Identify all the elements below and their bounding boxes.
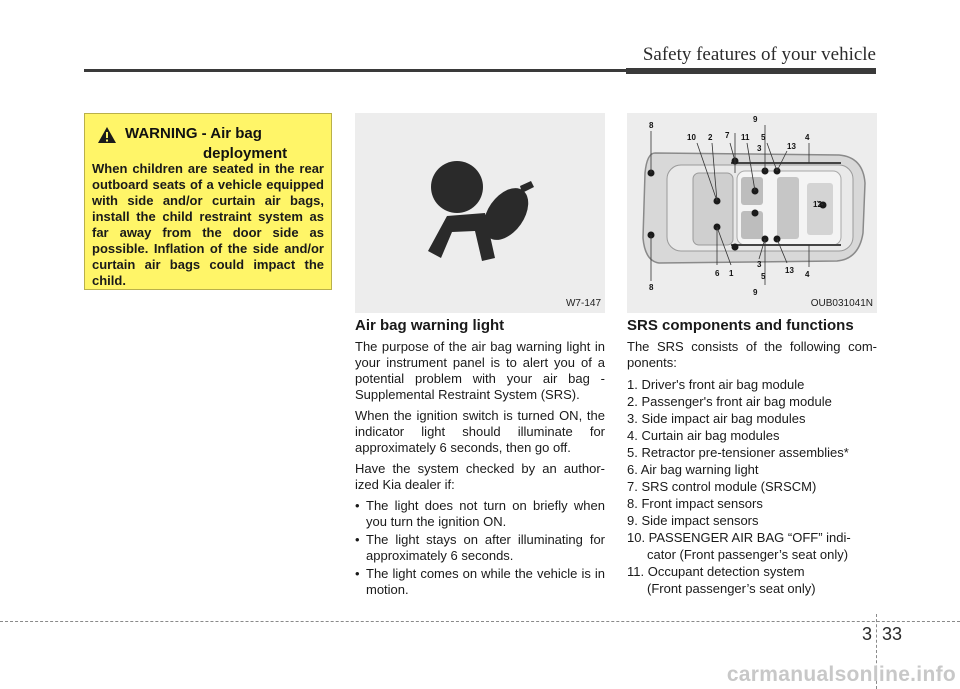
- component-list: [627, 376, 877, 597]
- warning-subtitle: deployment: [203, 145, 288, 162]
- list-item: 6. Air bag warning light: [627, 462, 759, 477]
- list-item: • The light stays on after illuminating for approximately 6 seconds.: [355, 532, 605, 563]
- callout-label: 12: [813, 200, 822, 209]
- callout-label: 5: [761, 272, 766, 281]
- airbag-warning-section: [355, 315, 605, 600]
- list-item: 11. Occupant detection system (Front passenger’s seat only): [627, 564, 816, 596]
- page-header-title: Safety features of your vehicle: [642, 44, 876, 65]
- callout-label: 13: [787, 142, 796, 151]
- section-title: SRS components and functions: [627, 317, 854, 334]
- sensor-dot: [752, 210, 759, 217]
- warning-triangle-icon: [97, 126, 117, 144]
- list-item: • The light comes on while the vehicle is in motion.: [355, 566, 605, 597]
- page-number: 33: [881, 624, 902, 644]
- figure-code: W7-147: [565, 298, 601, 309]
- airbag-light-figure: [355, 113, 605, 313]
- callout-label: 7: [725, 131, 730, 140]
- list-item: 4. Curtain air bag modules: [627, 428, 780, 443]
- callout-label: 6: [715, 269, 720, 278]
- srs-components-section: [627, 315, 877, 597]
- callout-label: 9: [753, 115, 758, 124]
- list-item: 1. Driver's front air bag module: [627, 377, 805, 392]
- callout-label: 8: [649, 283, 654, 292]
- watermark: carmanualsonline.info: [726, 663, 956, 686]
- callout-label: 2: [708, 133, 713, 142]
- list-item: 9. Side impact sensors: [627, 513, 759, 528]
- callout-label: 5: [761, 133, 766, 142]
- callout-label: 9: [753, 288, 758, 297]
- car-diagram: [627, 113, 877, 313]
- callout-label: 8: [649, 121, 654, 130]
- list-item: 3. Side impact air bag modules: [627, 411, 806, 426]
- callout-label: 3: [757, 260, 762, 269]
- figure-code: OUB031041N: [810, 298, 873, 309]
- warning-title: WARNING - Air bag: [125, 125, 262, 142]
- list-item: 8. Front impact sensors: [627, 496, 763, 511]
- list-item: 10. PASSENGER AIR BAG “OFF” indi- cator (Front passenger’s seat only): [627, 530, 851, 562]
- sensor-dot: [732, 244, 739, 251]
- paragraph: When the ignition switch is turned ON, the indicator light should illuminate for approximately 6 seconds, then go off.: [355, 408, 605, 455]
- list-item: 2. Passenger's front air bag module: [627, 394, 832, 409]
- warning-body: When children are seated in the rear outboard seats of a vehicle equipped with side and/or curtain air bags, install the child restraint system as far away from the door side as possible. Inflation of the side and/or curtain air bags could impact the child.: [92, 161, 324, 288]
- paragraph: The SRS consists of the following com-ponents:: [627, 339, 877, 370]
- footer-rule: [0, 621, 960, 622]
- callout-label: 3: [757, 144, 762, 153]
- list-item: 7. SRS control module (SRSCM): [627, 479, 817, 494]
- header-rule-accent: [626, 68, 876, 74]
- paragraph: The purpose of the air bag warning light in your instrument panel is to alert you of a potential problem with your air bag - Supplemental Restraint System (SRS).: [355, 339, 605, 402]
- airbag-warning-icon: [355, 113, 605, 313]
- callout-label: 11: [741, 133, 750, 142]
- list-item: 5. Retractor pre-tensioner assemblies*: [627, 445, 849, 460]
- bullet-list: [355, 498, 605, 598]
- warning-box: [84, 113, 332, 290]
- callout-label: 4: [805, 133, 810, 142]
- paragraph: Have the system checked by an author-ized Kia dealer if:: [355, 461, 605, 492]
- list-item: • The light does not turn on briefly when you turn the ignition ON.: [355, 498, 605, 529]
- srs-components-figure: [627, 113, 877, 313]
- section-title: Air bag warning light: [355, 317, 505, 334]
- callout-label: 1: [729, 269, 734, 278]
- callout-label: 10: [687, 133, 696, 142]
- callout-label: 4: [805, 270, 810, 279]
- callout-label: 13: [785, 266, 794, 275]
- chapter-number: 3: [861, 624, 872, 644]
